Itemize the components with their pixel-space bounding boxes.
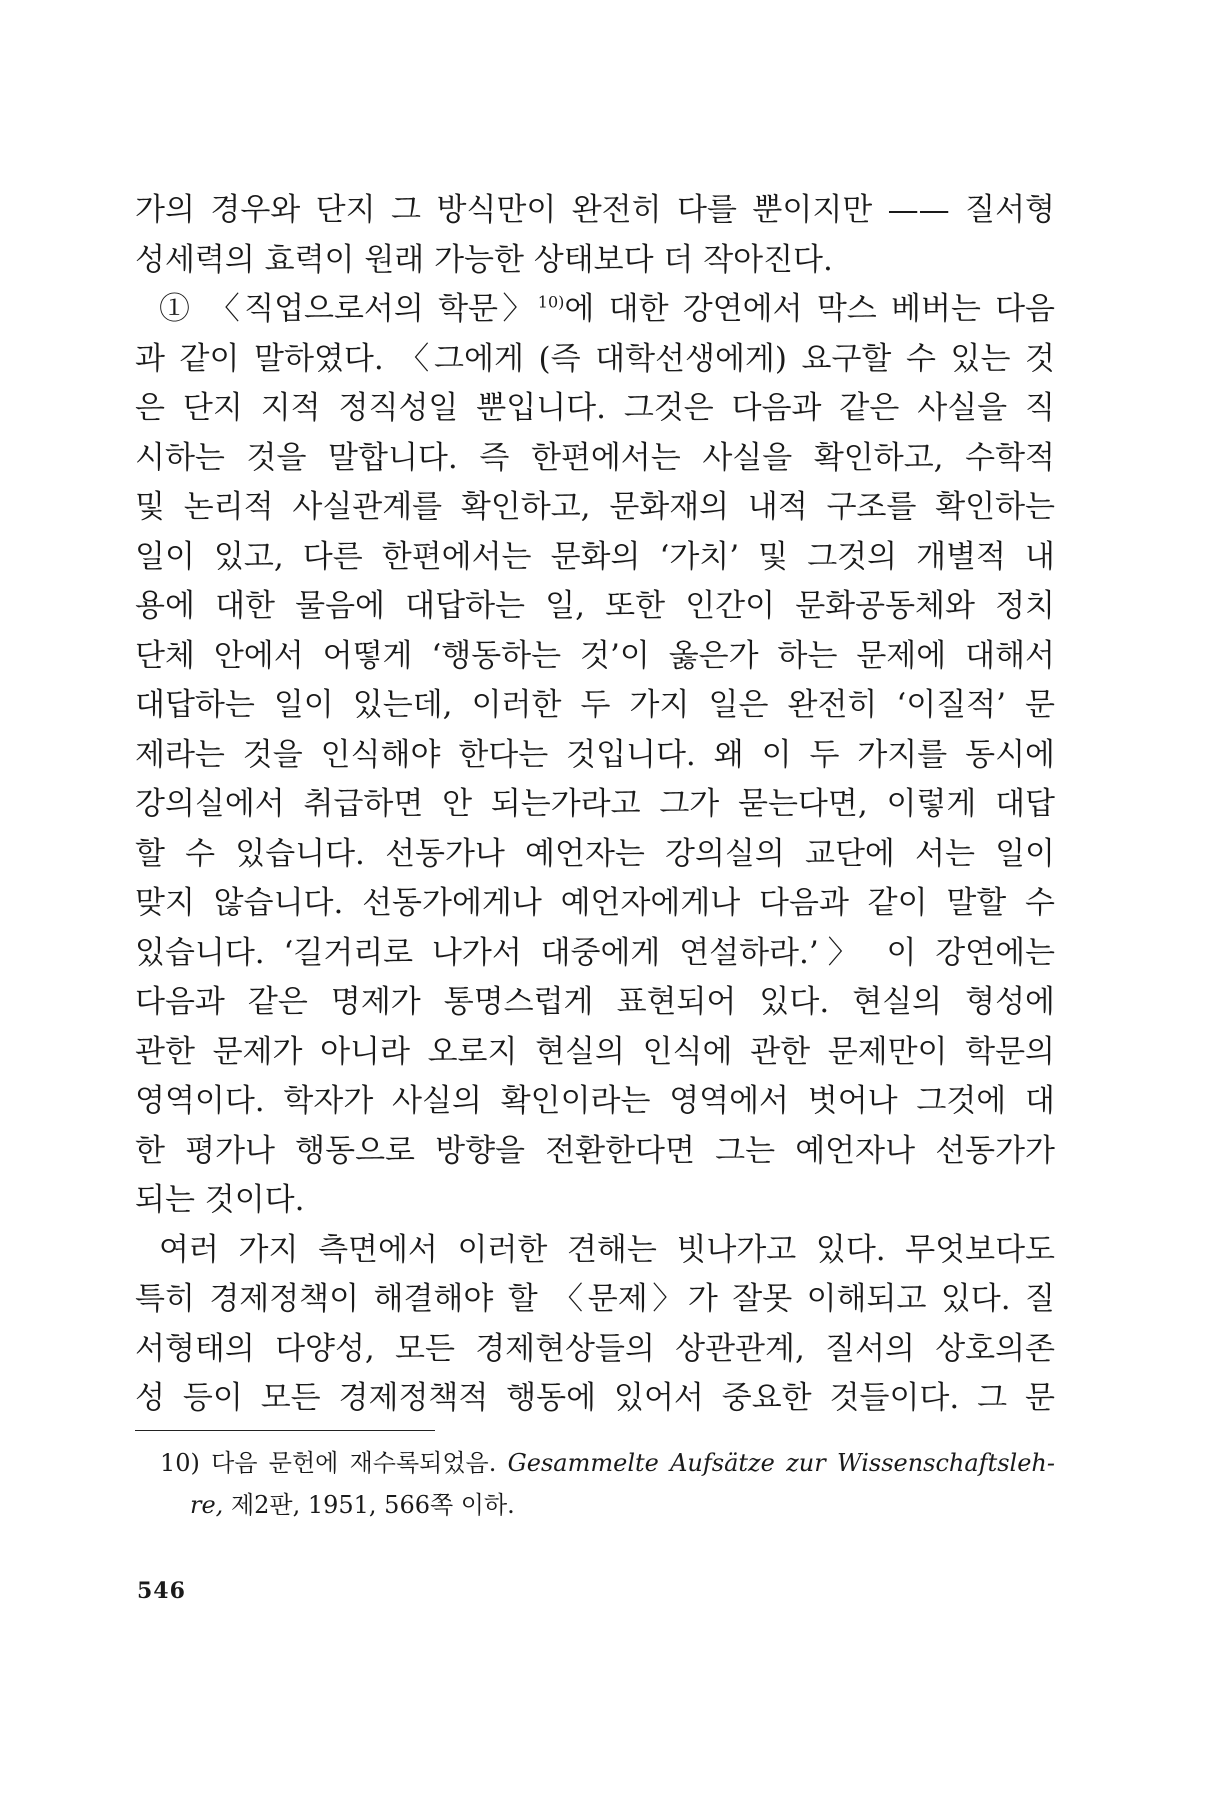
text-line: 여러 가지 측면에서 이러한 견해는 빗나가고 있다. 무엇보다도 [159,1231,1055,1268]
text-line: 성 등이 모든 경제정책적 행동에 있어서 중요한 것들이다. 그 문 [135,1380,1055,1416]
page-number: 546 [137,1578,186,1604]
text-line: 과 같이 말하였다. 〈그에게 (즉 대학선생에게) 요구할 수 있는 것 [135,340,1055,377]
text-line: 일이 있고, 다른 한편에서는 문화의 ‘가치’ 및 그것의 개별적 내 [135,538,1055,575]
text-line: 특히 경제정책이 해결해야 할 〈문제〉가 잘못 이해되고 있다. 질 [135,1281,1055,1317]
text-line: 시하는 것을 말합니다. 즉 한편에서는 사실을 확인하고, 수학적 [135,439,1055,476]
text-line: 있습니다. ‘길거리로 나가서 대중에게 연설하라.’〉 이 강연에는 [135,934,1055,971]
text-line: 한 평가나 행동으로 방향을 전환한다면 그는 예언자나 선동가가 [135,1132,1055,1169]
footnote-number: 10) [160,1449,200,1477]
footnote [160,1442,1055,1526]
text-line: 은 단지 지적 정직성일 뿐입니다. 그것은 다음과 같은 사실을 직 [135,390,1055,426]
text-line: 및 논리적 사실관계를 확인하고, 문화재의 내적 구조를 확인하는 [135,489,1055,525]
item-marker: ① [159,291,195,327]
footnote-edition: 제2판, 1951, 566쪽 이하. [230,1491,515,1519]
text-line: 제라는 것을 인식해야 한다는 것입니다. 왜 이 두 가지를 동시에 [135,736,1055,773]
text-line-with-marker [135,285,1055,335]
footnote-reference: 10) [537,292,565,312]
text-line: 가의 경우와 단지 그 방식만이 완전히 다를 뿐이지만 —— 질서형 [135,192,1055,228]
body-text [135,186,1055,1424]
text-line: 대답하는 일이 있는데, 이러한 두 가지 일은 완전히 ‘이질적’ 문 [135,687,1055,723]
text-line: 단체 안에서 어떻게 ‘행동하는 것’이 옳은가 하는 문제에 대해서 [135,637,1055,674]
footnote-divider [135,1430,435,1431]
footnote-text: 다음 문헌에 재수록되었음. [211,1449,497,1477]
footnote-line [160,1484,1055,1526]
text-line: 영역이다. 학자가 사실의 확인이라는 영역에서 벗어나 그것에 대 [135,1083,1055,1119]
text-line: 맞지 않습니다. 선동가에게나 예언자에게나 다음과 같이 말할 수 [135,885,1055,921]
text-line: 서형태의 다양성, 모든 경제현상들의 상관관계, 질서의 상호의존 [135,1330,1055,1367]
text-line: 되는 것이다. [135,1182,305,1218]
text-line: 성세력의 효력이 원래 가능한 상태보다 더 작아진다. [135,241,833,278]
footnote-book-title: Gesammelte Aufsätze zur Wissenschaftsleh- [507,1449,1055,1477]
lecture-title: 〈직업으로서의 학문〉 [208,291,538,327]
text-segment: 에 대한 강연에서 막스 베버는 다음 [564,291,1056,327]
text-line: 할 수 있습니다. 선동가나 예언자는 강의실의 교단에 서는 일이 [135,835,1055,872]
text-line: 관한 문제가 아니라 오로지 현실의 인식에 관한 문제만이 학문의 [135,1033,1055,1070]
footnote-line [160,1442,1055,1484]
text-line: 강의실에서 취급하면 안 되는가라고 그가 묻는다면, 이렇게 대답 [135,786,1055,822]
footnote-book-title-end: re, [190,1491,224,1519]
text-line: 용에 대한 물음에 대답하는 일, 또한 인간이 문화공동체와 정치 [135,588,1055,624]
text-line: 다음과 같은 명제가 통명스럽게 표현되어 있다. 현실의 형성에 [135,984,1055,1020]
